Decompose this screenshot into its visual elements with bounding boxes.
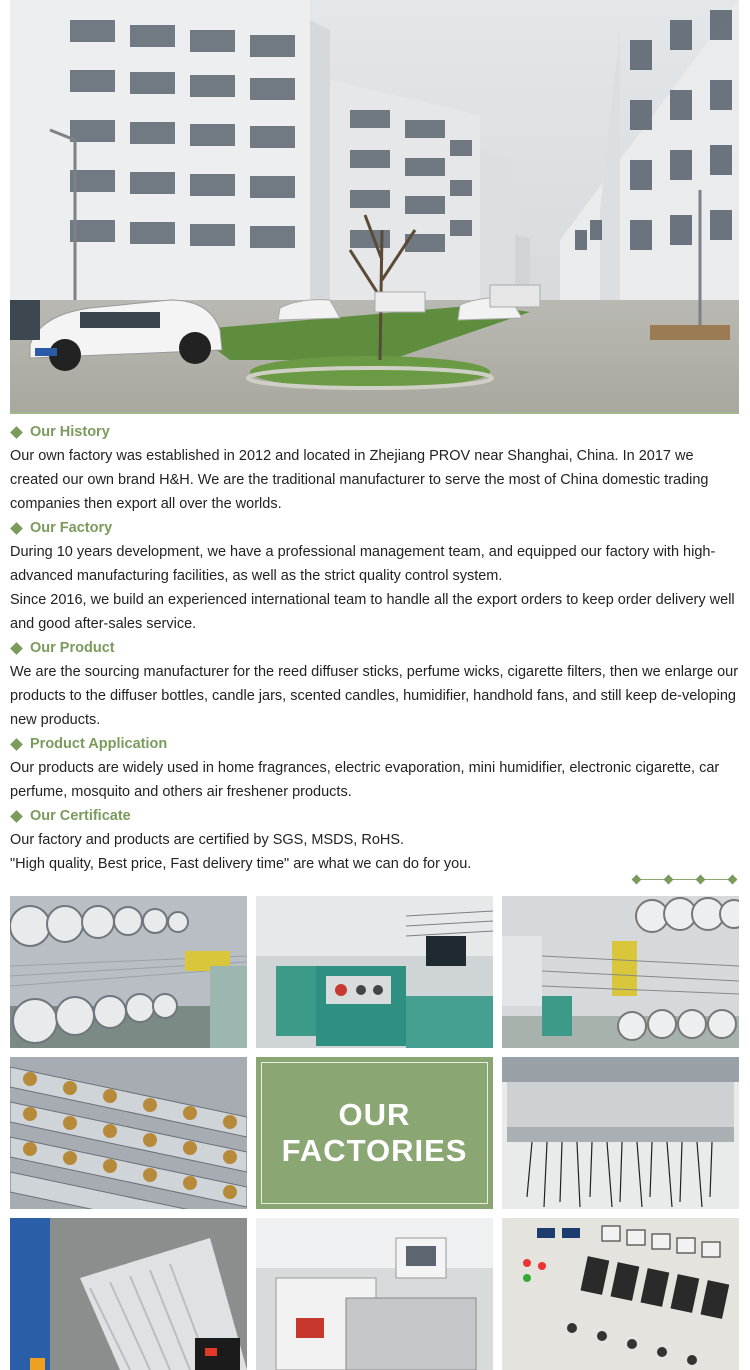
factory-photo-press	[256, 1218, 493, 1370]
section-title-text: Our History	[30, 424, 110, 440]
factory-photo-wick-line	[502, 896, 739, 1048]
diamond-icon	[664, 875, 674, 885]
factory-photo-cutter	[502, 1057, 739, 1209]
diamond-bullet-icon	[10, 642, 23, 655]
section-title-text: Product Application	[30, 736, 168, 752]
paragraph: Since 2016, we build an experienced international team to handle all the export orders to keep order delivery well and good after-sales service.	[10, 592, 735, 632]
diamond-icon	[632, 875, 642, 885]
our-factories-heading	[282, 1097, 468, 1169]
factory-photo-reels	[10, 896, 247, 1048]
about-content	[10, 420, 740, 876]
hero-factory-photo	[10, 0, 739, 414]
heading-line-2: FACTORIES	[281, 1133, 468, 1168]
factory-photo-rollers	[10, 1057, 247, 1209]
paragraph: "High quality, Best price, Fast delivery time" are what we can do for you.	[10, 856, 472, 872]
section-title-text: Our Factory	[30, 520, 113, 536]
section-factory	[10, 516, 740, 636]
paragraph: Our factory and products are certified by SGS, MSDS, RoHS.	[10, 832, 405, 848]
factory-photo-extruder	[10, 1218, 247, 1370]
diamond-icon	[728, 875, 738, 885]
section-title-text: Our Certificate	[30, 808, 131, 824]
paragraph: During 10 years development, we have a professional management team, and equipped our factory with high-advanced manufacturing facilities, as well as the strict quality control system.	[10, 544, 716, 584]
section-application	[10, 732, 740, 804]
divider-line	[635, 879, 737, 880]
paragraph: Our own factory was established in 2012 and located in Zhejiang PROV near Shanghai, China. In 2017 we created our own brand H&H. We are the traditional manufacturer to serve the most of China domestic trading companies then export all over the worlds.	[10, 448, 709, 512]
diamond-icon	[696, 875, 706, 885]
diamond-bullet-icon	[10, 738, 23, 751]
section-title	[10, 636, 740, 660]
section-certificate	[10, 804, 740, 876]
our-factories-tile	[256, 1057, 493, 1209]
section-title-text: Our Product	[30, 640, 115, 656]
heading-line-1: OUR	[338, 1097, 411, 1132]
diamond-bullet-icon	[10, 426, 23, 439]
diamond-bullet-icon	[10, 810, 23, 823]
paragraph: Our products are widely used in home fragrances, electric evaporation, mini humidifier, electronic cigarette, car perfume, mosquito and others air freshener products.	[10, 760, 720, 800]
section-product	[10, 636, 740, 732]
factory-photo-machine	[256, 896, 493, 1048]
diamond-bullet-icon	[10, 522, 23, 535]
section-title	[10, 420, 740, 444]
section-title	[10, 804, 740, 828]
section-history	[10, 420, 740, 516]
dots-divider	[631, 874, 741, 886]
section-title	[10, 732, 740, 756]
section-title	[10, 516, 740, 540]
factory-photo-control-panel	[502, 1218, 739, 1370]
paragraph: We are the sourcing manufacturer for the reed diffuser sticks, perfume wicks, cigarette filters, then we enlarge our products to the diffuser bottles, candle jars, scented candles, humidifier, handhold fans, and still keep de-veloping new products.	[10, 664, 739, 728]
